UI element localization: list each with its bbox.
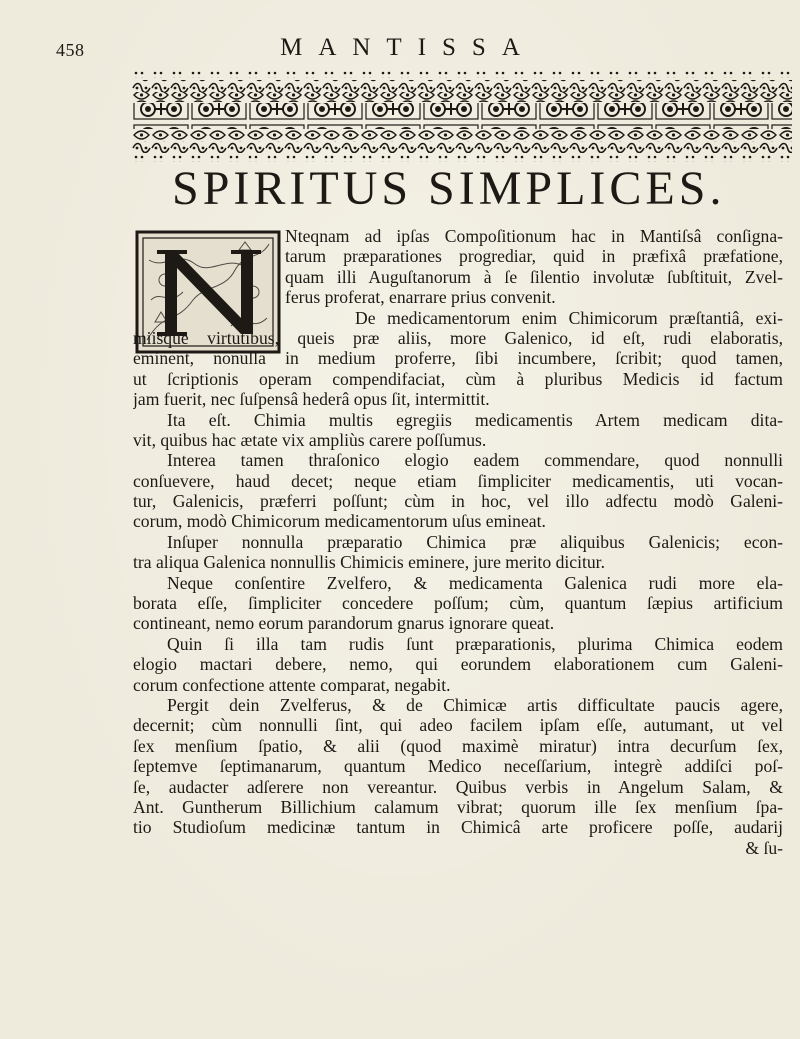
text-line: vit, quibus hac ætate vix ampliùs carere poſſumus.: [133, 429, 487, 450]
text-line: Pergit dein Zvelferus, & de Chimicæ artis difficultate paucis agere,: [167, 694, 783, 715]
text-line: ut ſcriptionis operam compendifaciat, cùm à pluribus Medicis id factum: [133, 368, 783, 389]
text-line: ſex menſium ſpatio, & alii (quod maximè miratur) intra decurſum ſex,: [133, 735, 783, 756]
text-line: Neque conſentire Zvelfero, & medicamenta Galenica rudi more ela-: [167, 572, 783, 593]
text-line: quam illi Auguſtanorum à ſe ſilentio involutæ ſubſtituit, Zvel-: [285, 266, 783, 287]
text-line: miisque virtutibus, queis præ aliis, more Galenico, id eſt, rudi elaboratis,: [133, 327, 783, 348]
text-line: Nteqnam ad ipſas Compoſitionum hac in Mantiſsâ conſigna-: [285, 226, 783, 246]
text-line: tur, Galenicis, præferri poſſunt; cùm in hoc, vel illo adfectu modò Galeni-: [133, 491, 783, 512]
text-line: eminent, nonulla in medium proferre, ſibi incumbere, ſcribit; quod tamen,: [133, 348, 783, 369]
text-line: contineant, nemo eorum parandorum gnarus ignorare queat.: [133, 613, 555, 634]
text-line: jam fuerit, nec ſuſpensâ hederâ opus ſit, intermittit.: [133, 389, 490, 410]
text-line: conſuevere, haud decet; neque etiam ſimpliciter medicamentis, uti vocan-: [133, 470, 783, 491]
text-line: ferus proferat, enarrare prius convenit.: [285, 287, 556, 308]
body-text: [133, 226, 783, 858]
catchword: & ſu-: [745, 837, 783, 858]
text-line: ſe, audacter adſerere non vereantur. Quibus verbis in Angelum Salam, &: [133, 776, 783, 797]
main-paragraphs: [133, 328, 783, 858]
text-line: tarum præparationes progrediar, quid in præfixâ præfatione,: [285, 246, 783, 267]
text-line: Quin ſi illa tam rudis ſunt præparationis, plurima Chimica eodem: [167, 633, 783, 654]
text-line: decernit; cùm nonnulli ſint, qui adeo facilem ipſam eſſe, autumant, ut vel: [133, 715, 783, 736]
text-line: tra aliqua Galenica nonnullis Chimicis eminere, jure merito dicitur.: [133, 552, 605, 573]
text-line: Interea tamen thraſonico elogio eadem commendare, quod nonnulli: [167, 450, 783, 471]
section-title: SPIRITUS SIMPLICES.: [172, 162, 726, 215]
text-line: Inſuper nonnulla præparatio Chimica præ aliquibus Galenicis; econ-: [167, 531, 783, 552]
text-line: borata eſſe, ſimpliciter concedere poſſum; cùm, quantum ſæpius artificium: [133, 593, 783, 614]
page-number: 458: [56, 40, 85, 60]
text-line: Ita eſt. Chimia multis egregiis medicamentis Artem medicam dita-: [167, 409, 783, 430]
text-line: Ant. Guntherum Billichium calamum vibrat; quorum ille ſex menſium ſpa-: [133, 796, 783, 817]
text-line: ſeptemve ſeptimanarum, quantum Medico neceſſarium, integrè addiſci poſ-: [133, 756, 783, 777]
ornament-band: [132, 70, 792, 162]
text-line: De medicamentorum enim Chimicorum præſtantiâ, exi-: [355, 307, 783, 328]
running-head: MANTISSA: [280, 34, 536, 61]
text-line: corum, modò Chimicorum medicamentorum uſus emineat.: [133, 511, 546, 532]
text-line: tio Studioſum medicinæ tantum in Chimicâ arte proficere poſſe, audarij: [133, 817, 783, 838]
text-line: elogio mactari debere, nemo, qui eorundem elaborationem cum Galeni-: [133, 654, 783, 675]
opening-paragraph: [285, 226, 783, 328]
text-line: corum confectione attente comparat, negabit.: [133, 674, 451, 695]
